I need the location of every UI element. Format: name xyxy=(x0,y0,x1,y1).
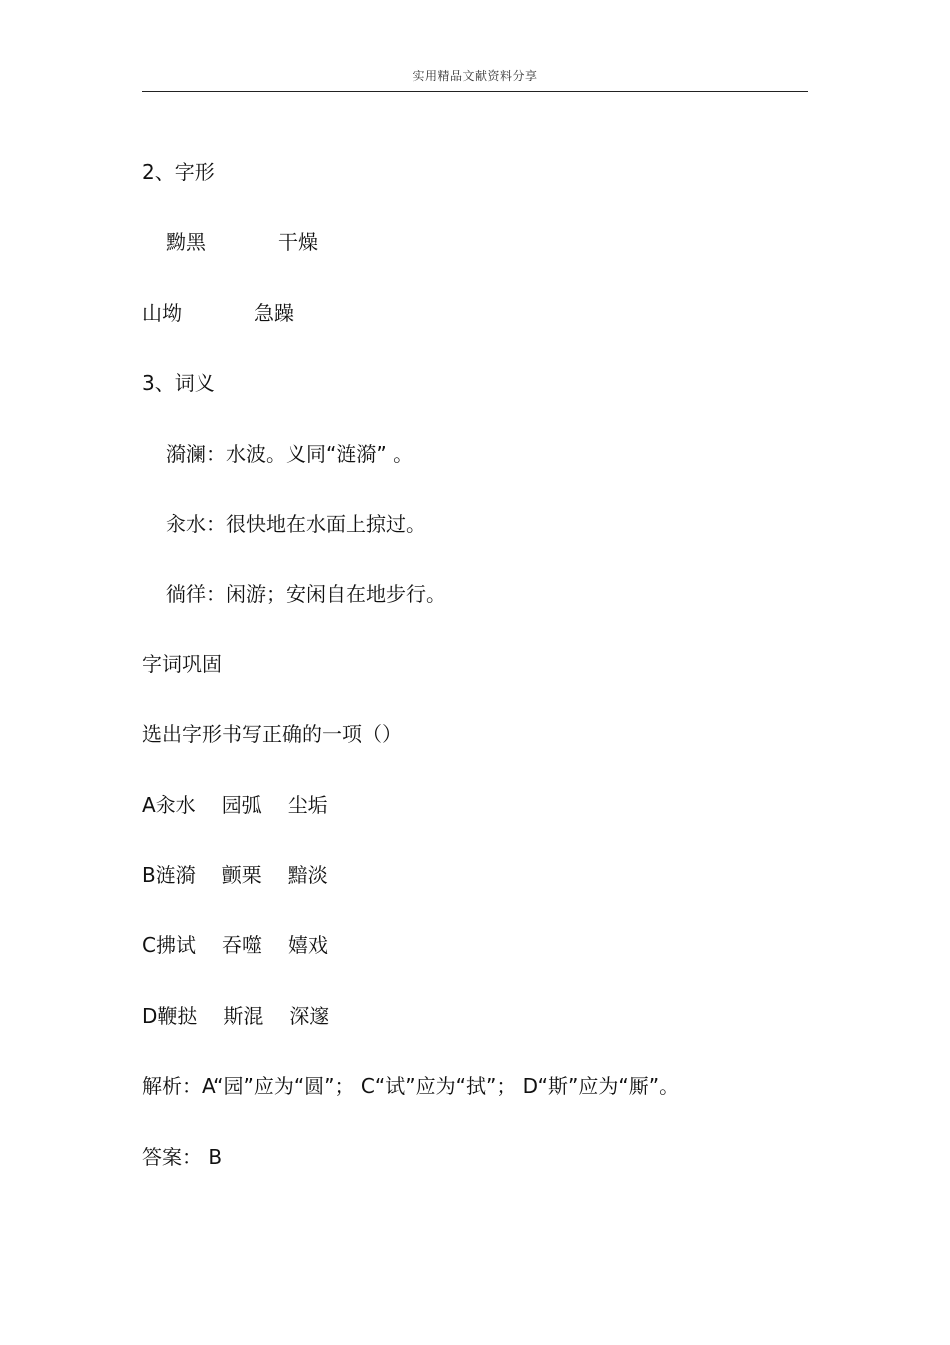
glyph-word: 干燥 xyxy=(278,230,318,254)
glyph-word: 急躁 xyxy=(254,301,294,325)
option-word: 拂试 xyxy=(155,933,196,957)
option-word: 嬉戏 xyxy=(287,933,328,957)
option-word: 黯淡 xyxy=(287,863,328,887)
analysis-text: 解析：A“园”应为“圆”； C“试”应为“拭”； D“斯”应为“厮”。 xyxy=(142,1074,680,1098)
glyph-row-1 xyxy=(166,228,318,256)
option-a xyxy=(142,791,328,819)
option-word: 吞噬 xyxy=(221,933,262,957)
page-header-title: 实用精品文献资料分享 xyxy=(412,69,538,83)
option-label: B xyxy=(142,863,156,887)
practice-heading: 字词巩固 xyxy=(142,652,222,676)
glyph-row-2 xyxy=(142,299,294,327)
answer-text: 答案： B xyxy=(142,1145,223,1169)
option-label: C xyxy=(142,933,156,957)
header-divider xyxy=(142,91,808,92)
definition-1: 漪澜：水波。义同“涟漪” 。 xyxy=(166,442,414,466)
option-word: 斯混 xyxy=(223,1004,264,1028)
option-word: 汆水 xyxy=(155,793,196,817)
section-3-heading: 3、词义 xyxy=(142,371,215,395)
option-word: 深邃 xyxy=(289,1004,330,1028)
option-word: 园弧 xyxy=(221,793,262,817)
definition-2: 汆水：很快地在水面上掠过。 xyxy=(166,512,426,536)
option-label: A xyxy=(142,793,156,817)
option-word: 鞭挞 xyxy=(157,1004,198,1028)
option-word: 尘垢 xyxy=(287,793,328,817)
definition-3: 徜徉：闲游；安闲自在地步行。 xyxy=(166,582,446,606)
glyph-word: 黝黑 xyxy=(166,230,206,254)
option-label: D xyxy=(142,1004,158,1028)
section-2-heading: 2、字形 xyxy=(142,160,215,184)
glyph-word: 山坳 xyxy=(142,301,182,325)
option-c xyxy=(142,931,328,959)
practice-question: 选出字形书写正确的一项（） xyxy=(142,722,402,746)
option-word: 颤栗 xyxy=(221,863,262,887)
option-b xyxy=(142,861,328,889)
option-d xyxy=(142,1002,329,1030)
option-word: 涟漪 xyxy=(155,863,196,887)
